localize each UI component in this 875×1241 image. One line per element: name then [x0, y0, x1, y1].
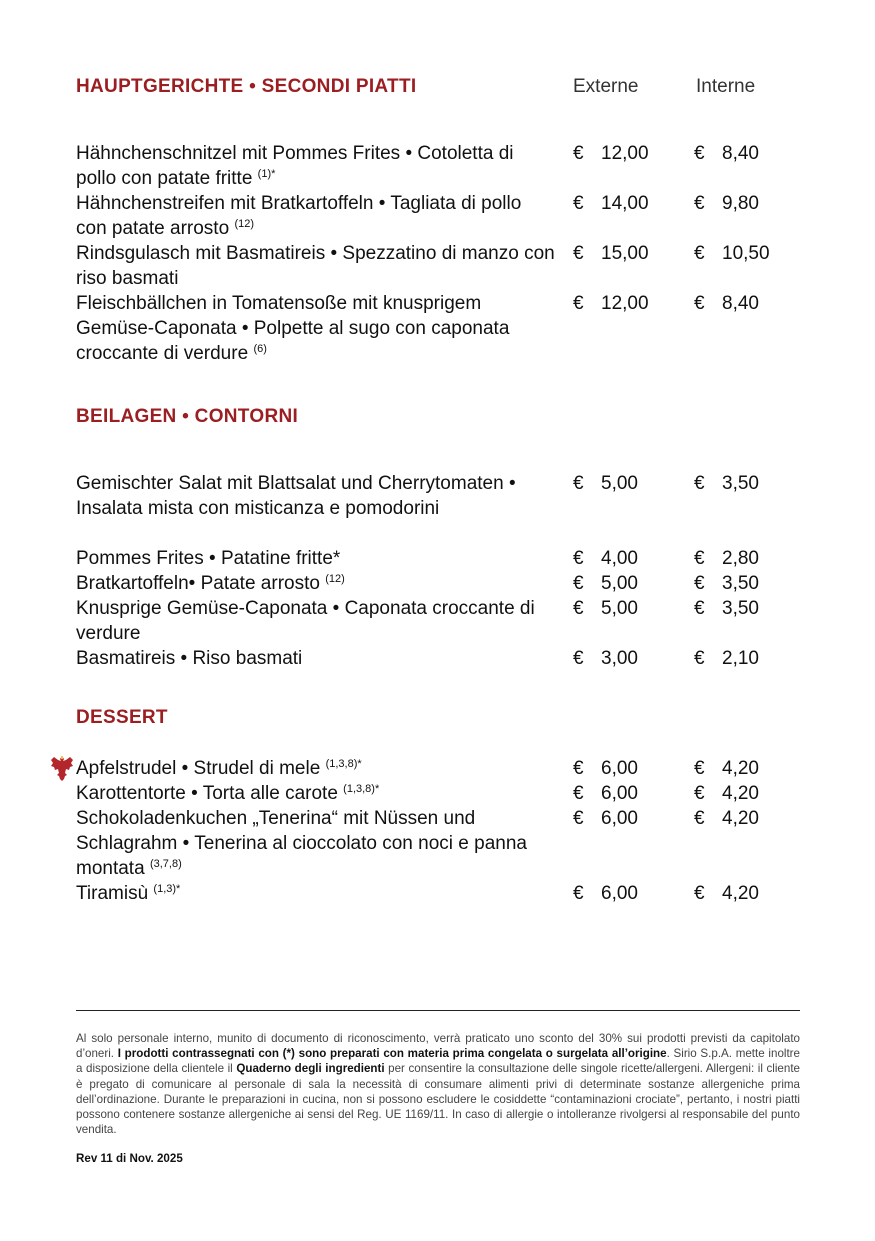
item-name: Bratkartoffeln• Patate arrosto	[76, 573, 320, 594]
eagle-icon	[50, 754, 74, 782]
price-interne: € 8,40	[694, 293, 759, 314]
price-externe: € 12,00	[573, 143, 649, 164]
price-externe: € 4,00	[573, 548, 638, 569]
item-name: Karottentorte • Torta alle carote	[76, 783, 338, 804]
price-interne: € 4,20	[694, 783, 759, 804]
price-externe: € 6,00	[573, 883, 638, 904]
item-name: Pommes Frites • Patatine fritte*	[76, 548, 341, 569]
menu-item	[76, 291, 800, 366]
revision-label: Rev 11 di Nov. 2025	[76, 1152, 183, 1165]
price-externe: € 6,00	[573, 783, 638, 804]
menu-item	[76, 881, 800, 906]
section-header-sides	[76, 406, 800, 436]
price-externe: € 15,00	[573, 243, 649, 264]
item-name: Basmatireis • Riso basmati	[76, 648, 303, 669]
allergen-note: (1,3,8)*	[343, 783, 380, 795]
item-name: Knusprige Gemüse-Caponata • Caponata croccante di verdure	[76, 598, 535, 644]
section-items-main	[76, 141, 800, 366]
allergen-note: (12)	[325, 573, 345, 585]
price-externe: € 12,00	[573, 293, 649, 314]
menu-item	[76, 781, 800, 806]
item-name: Rindsgulasch mit Basmatireis • Spezzatino di manzo con riso basmati	[76, 243, 555, 289]
menu-item	[76, 646, 800, 671]
footer-notice: Al solo personale interno, munito di documento di riconoscimento, verrà praticato uno sconto del 30% sui prodotti previsti da capitolato d’oneri. I prodotti contrassegnati con (*) sono preparati con materia prima congelata o surgelata all’origine. Sirio S.p.A. mette inoltre a disposizione della clientele il Quaderno degli ingredienti per consentire la consultazione delle singole ricette/allergeni. Allergeni: il cliente è pregato di comunicare al personale di sala la necessità di consumare alimenti privi di determinate sostanze allergeniche prima dell’ordinazione. Durante le preparazioni in cucina, non si possono escludere le cosiddette “contaminazioni crociate”, pertanto, i nostri piatti possono contenere sostanze allergeniche ai sensi del Reg. UE 1169/11. In caso di allergie o intolleranze rivolgersi al responsabile del punto vendita.	[76, 1032, 800, 1137]
allergen-note: (1)*	[257, 168, 276, 180]
price-interne: € 8,40	[694, 143, 759, 164]
item-name: Gemischter Salat mit Blattsalat und Cherrytomaten • Insalata mista con misticanza e pomodorini	[76, 473, 516, 519]
section-items-dessert	[76, 756, 800, 906]
price-externe: € 14,00	[573, 193, 649, 214]
price-externe: € 6,00	[573, 758, 638, 779]
section-header-dessert	[76, 707, 800, 737]
price-interne: € 4,20	[694, 883, 759, 904]
menu-item	[76, 191, 800, 241]
price-interne: € 4,20	[694, 808, 759, 829]
footer-divider	[76, 1010, 800, 1011]
menu-item	[76, 806, 800, 881]
section-title: BEILAGEN • CONTORNI	[76, 406, 299, 427]
item-name: Schokoladenkuchen „Tenerina“ mit Nüssen und Schlagrahm • Tenerina al cioccolato con noci e panna montata	[76, 808, 527, 879]
item-name: Hähnchenschnitzel mit Pommes Frites • Cotoletta di pollo con patate fritte	[76, 143, 514, 189]
menu-item	[76, 571, 800, 596]
section-header-main	[76, 76, 800, 106]
menu-item	[76, 596, 800, 646]
section-title: DESSERT	[76, 707, 168, 728]
price-interne: € 3,50	[694, 573, 759, 594]
allergen-note: (12)	[234, 218, 254, 230]
price-interne: € 2,10	[694, 648, 759, 669]
price-interne: € 3,50	[694, 473, 759, 494]
price-interne: € 2,80	[694, 548, 759, 569]
menu-item	[76, 241, 800, 291]
allergen-note: (1,3)*	[153, 883, 181, 895]
menu-item	[76, 756, 800, 781]
item-name: Tiramisù	[76, 883, 149, 904]
price-externe: € 3,00	[573, 648, 638, 669]
price-externe: € 5,00	[573, 598, 638, 619]
item-name: Hähnchenstreifen mit Bratkartoffeln • Tagliata di pollo con patate arrosto	[76, 193, 522, 239]
frozen-notice: I prodotti contrassegnati con (*) sono preparati con materia prima congelata o surgelata all’origine	[117, 1047, 667, 1061]
price-externe: € 5,00	[573, 573, 638, 594]
section-items-sides	[76, 471, 800, 671]
ingredients-booklet: Quaderno degli ingredienti	[236, 1062, 385, 1076]
price-externe: € 6,00	[573, 808, 638, 829]
menu-item	[76, 546, 800, 571]
column-header-interne: Interne	[696, 76, 756, 97]
item-name: Apfelstrudel • Strudel di mele	[76, 758, 321, 779]
menu-item	[76, 471, 800, 546]
allergen-note: (3,7,8)	[149, 858, 182, 870]
menu-item	[76, 141, 800, 191]
price-externe: € 5,00	[573, 473, 638, 494]
item-name: Fleischbällchen in Tomatensoße mit knusprigem Gemüse-Caponata • Polpette al sugo con caponata croccante di verdure	[76, 293, 510, 364]
section-title: HAUPTGERICHTE • SECONDI PIATTI	[76, 76, 417, 97]
column-header-externe: Externe	[573, 76, 639, 97]
allergen-note: (1,3,8)*	[325, 758, 362, 770]
price-interne: € 4,20	[694, 758, 759, 779]
allergen-note: (6)	[253, 343, 267, 355]
price-interne: € 10,50	[694, 243, 770, 264]
price-interne: € 9,80	[694, 193, 759, 214]
price-interne: € 3,50	[694, 598, 759, 619]
